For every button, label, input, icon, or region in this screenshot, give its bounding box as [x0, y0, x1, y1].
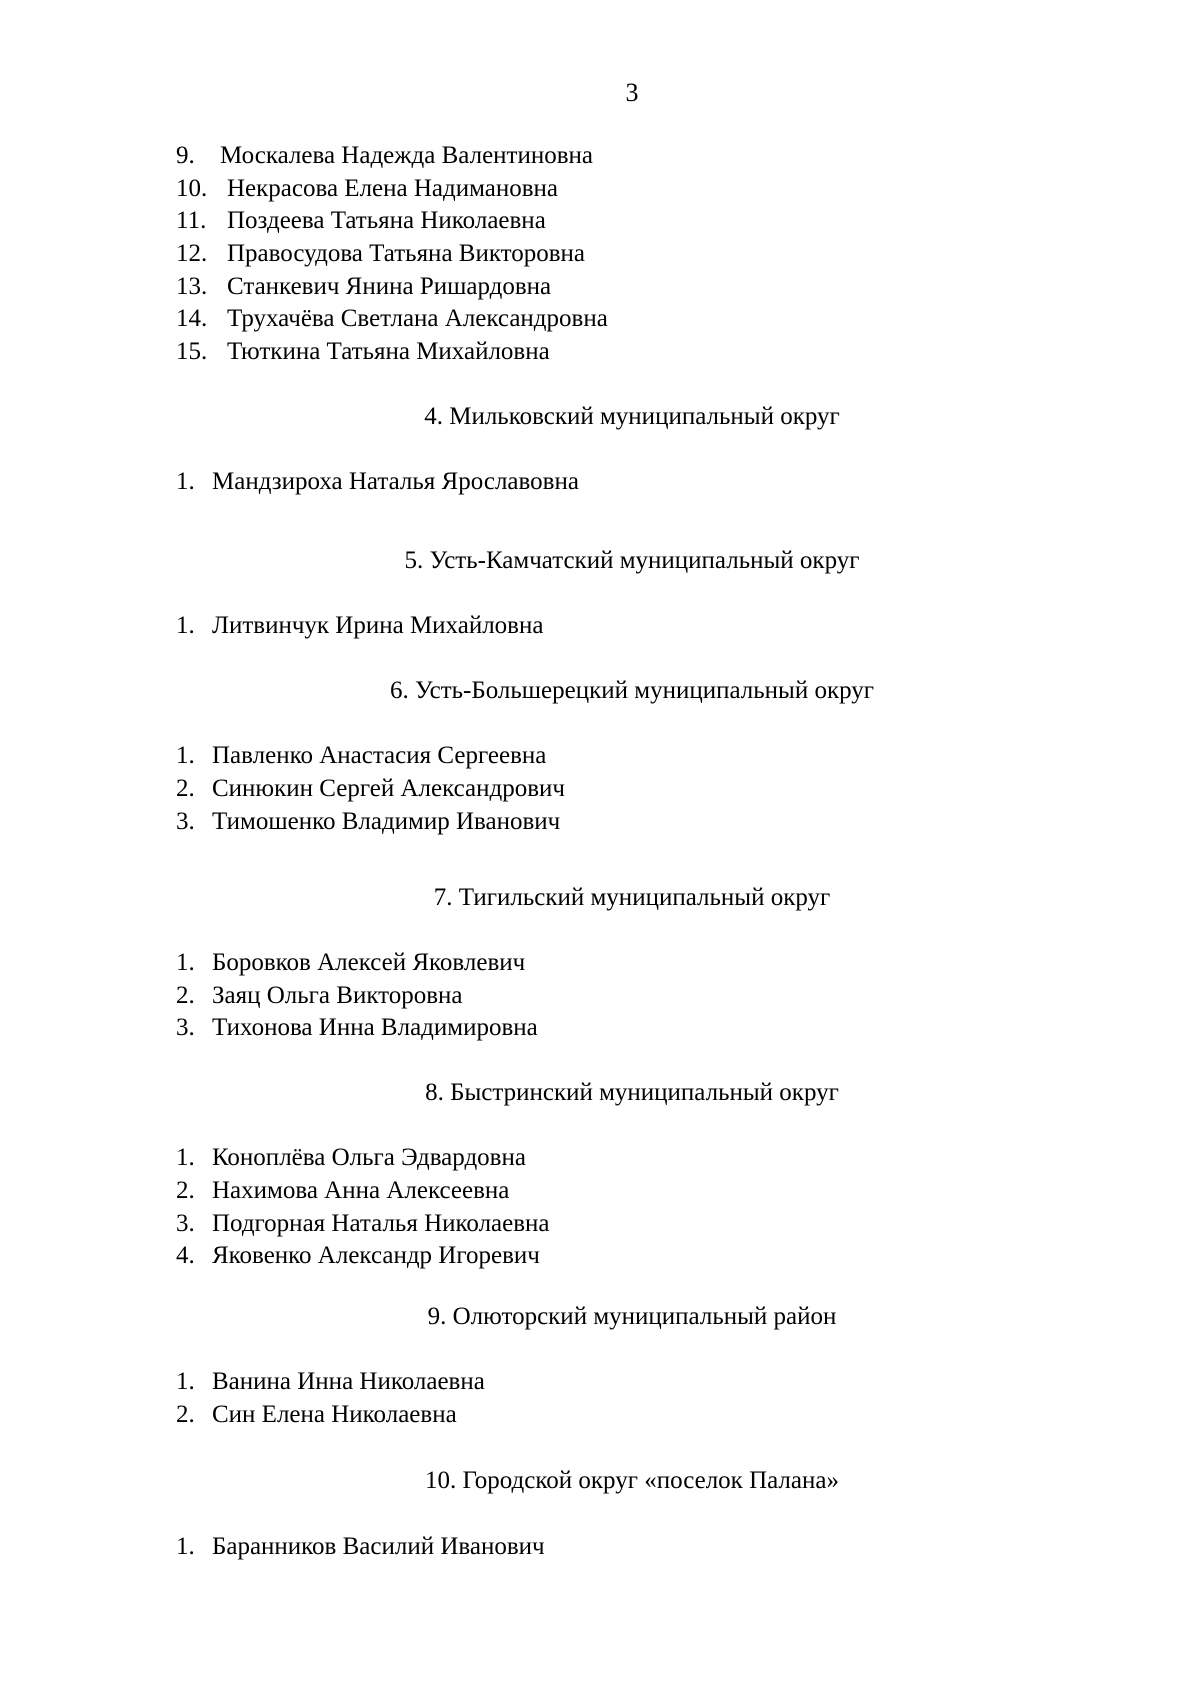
list-item	[176, 981, 463, 1011]
item-number: 2.	[176, 775, 195, 802]
person-name: Подгорная Наталья Николаевна	[212, 1210, 550, 1237]
list-item	[176, 272, 551, 302]
list-item	[176, 774, 565, 804]
person-name: Заяц Ольга Викторовна	[212, 982, 463, 1009]
list-item	[176, 206, 546, 236]
list-item	[176, 1143, 526, 1173]
list-item	[176, 239, 585, 269]
person-name: Тюткина Татьяна Михайловна	[227, 338, 550, 365]
list-item	[176, 141, 593, 171]
person-name: Поздеева Татьяна Николаевна	[227, 207, 546, 234]
person-name: Мандзироха Наталья Ярославовна	[212, 468, 579, 495]
item-number: 2.	[176, 1401, 195, 1428]
item-number: 1.	[176, 612, 195, 639]
section-title: 8. Быстринский муниципальный округ	[425, 1079, 839, 1106]
person-name: Ванина Инна Николаевна	[212, 1368, 485, 1395]
list-item	[176, 1367, 485, 1397]
list-item	[176, 174, 558, 204]
list-item	[176, 1013, 538, 1043]
list-item	[176, 1400, 457, 1430]
item-number: 14.	[176, 305, 208, 332]
person-name: Тимошенко Владимир Иванович	[212, 808, 561, 835]
section-title: 9. Олюторский муниципальный район	[427, 1303, 837, 1330]
item-number: 1.	[176, 1144, 195, 1171]
section-title: 6. Усть-Большерецкий муниципальный округ	[389, 677, 875, 704]
item-number: 1.	[176, 1533, 195, 1560]
person-name: Некрасова Елена Надимановна	[227, 175, 559, 202]
list-item	[176, 1241, 540, 1271]
list-item	[176, 807, 560, 837]
person-name: Баранников Василий Иванович	[212, 1533, 545, 1560]
item-number: 12.	[176, 240, 208, 267]
person-name: Коноплёва Ольга Эдвардовна	[212, 1144, 526, 1171]
person-name: Тихонова Инна Владимировна	[212, 1014, 538, 1041]
section-title: 10. Городской округ «поселок Палана»	[425, 1467, 839, 1494]
list-item	[176, 337, 550, 367]
item-number: 2.	[176, 982, 195, 1009]
item-number: 3.	[176, 1210, 195, 1237]
item-number: 3.	[176, 1014, 195, 1041]
list-item	[176, 467, 579, 497]
person-name: Трухачёва Светлана Александровна	[227, 305, 608, 332]
person-name: Москалева Надежда Валентиновна	[220, 142, 594, 169]
section-title: 4. Мильковский муниципальный округ	[424, 403, 840, 430]
item-number: 3.	[176, 808, 195, 835]
item-number: 4.	[176, 1242, 195, 1269]
list-item	[176, 304, 608, 334]
item-number: 1.	[176, 468, 195, 495]
section-title: 7. Тигильский муниципальный округ	[433, 884, 831, 911]
person-name: Син Елена Николаевна	[212, 1401, 457, 1428]
list-item	[176, 1532, 545, 1562]
item-number: 9.	[176, 142, 195, 169]
page-number: 3	[625, 78, 639, 107]
person-name: Яковенко Александр Игоревич	[212, 1242, 540, 1269]
person-name: Литвинчук Ирина Михайловна	[212, 612, 544, 639]
item-number: 2.	[176, 1177, 195, 1204]
item-number: 1.	[176, 742, 195, 769]
person-name: Боровков Алексей Яковлевич	[212, 949, 526, 976]
item-number: 1.	[176, 1368, 195, 1395]
person-name: Павленко Анастасия Сергеевна	[212, 742, 547, 769]
section-title: 5. Усть-Камчатский муниципальный округ	[404, 547, 860, 574]
list-item	[176, 611, 543, 641]
list-item	[176, 1209, 550, 1239]
list-item	[176, 948, 525, 978]
list-item	[176, 741, 546, 771]
item-number: 11.	[176, 207, 207, 234]
person-name: Правосудова Татьяна Викторовна	[227, 240, 586, 267]
item-number: 15.	[176, 338, 208, 365]
person-name: Станкевич Янина Ришардовна	[227, 273, 552, 300]
list-item	[176, 1176, 509, 1206]
person-name: Синюкин Сергей Александрович	[212, 775, 565, 802]
person-name: Нахимова Анна Алексеевна	[212, 1177, 510, 1204]
item-number: 13.	[176, 273, 208, 300]
item-number: 10.	[176, 175, 208, 202]
item-number: 1.	[176, 949, 195, 976]
